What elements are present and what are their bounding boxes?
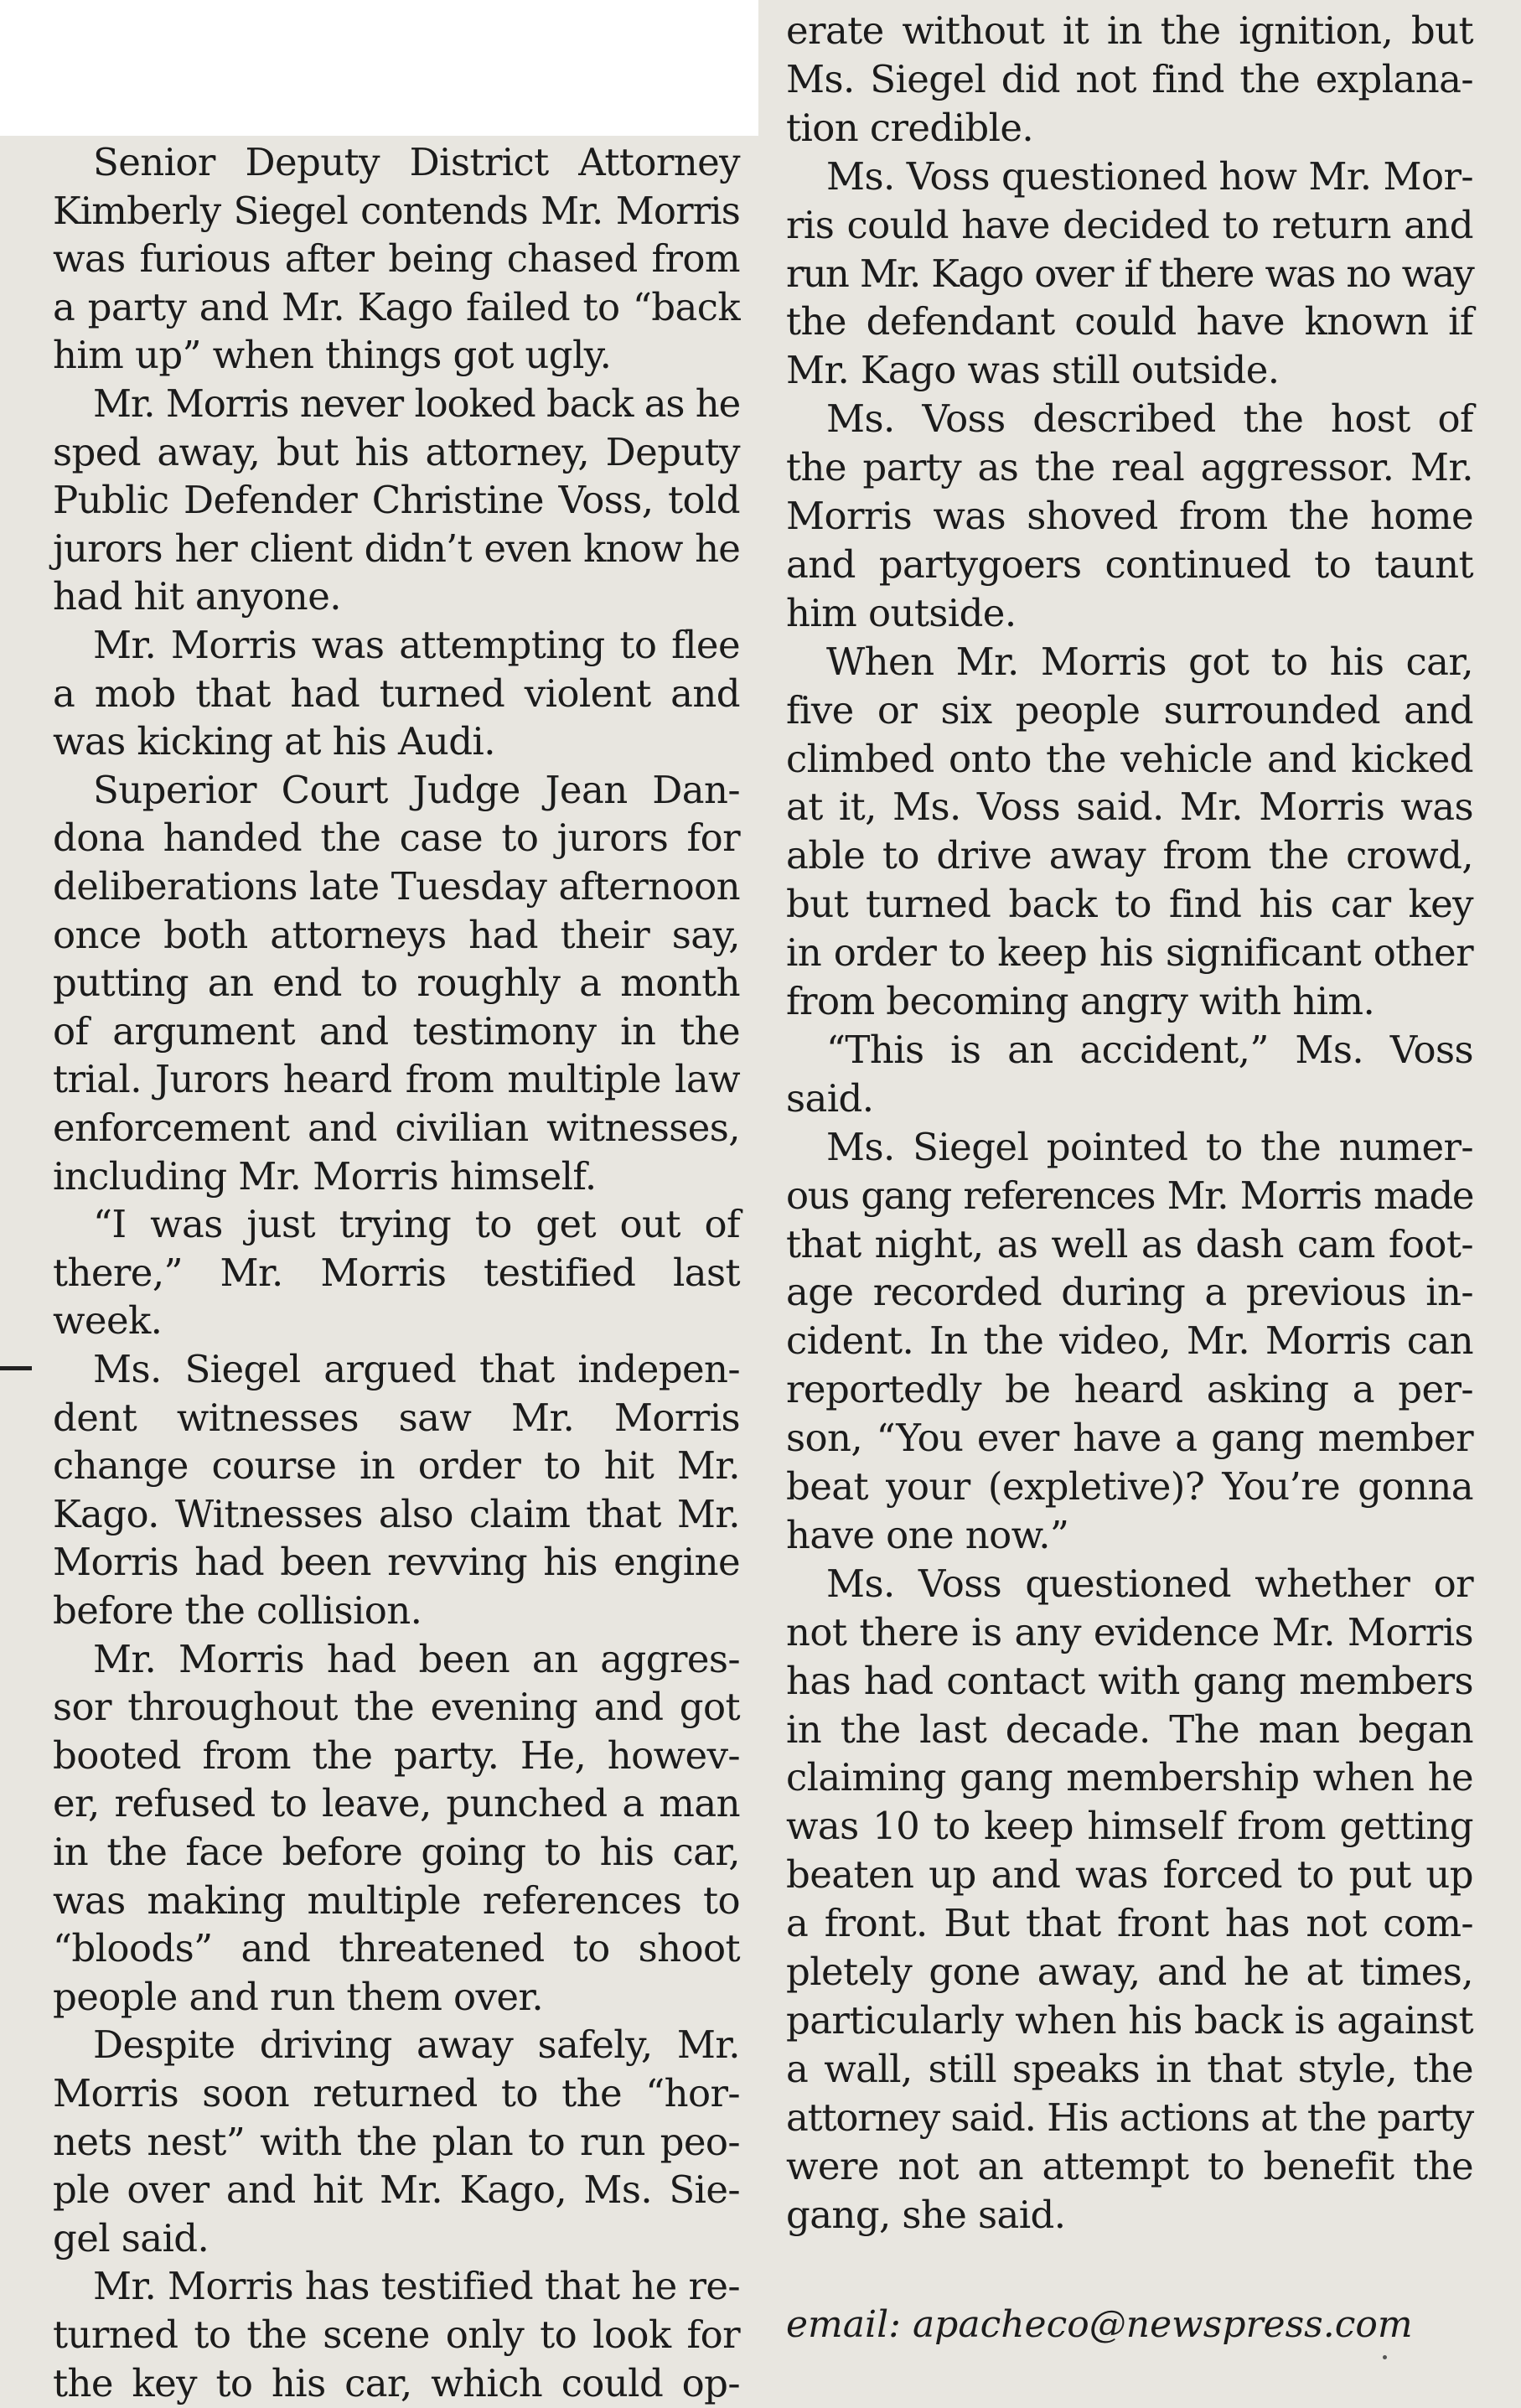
article-text-line: change course in order to hit Mr. bbox=[53, 1443, 740, 1489]
article-text-line: son, “You ever have a gang member bbox=[786, 1416, 1473, 1461]
article-text-line: before the collision. bbox=[53, 1588, 422, 1633]
article-text-line: was 10 to keep himself from getting bbox=[786, 1804, 1473, 1849]
article-text-line: Mr. Morris never looked back as he bbox=[93, 381, 740, 426]
article-text-line: was making multiple references to bbox=[53, 1877, 740, 1923]
article-text-line: beaten up and was forced to put up bbox=[786, 1852, 1473, 1898]
article-text-line: cident. In the video, Mr. Morris can bbox=[786, 1318, 1473, 1364]
article-text-line: tion credible. bbox=[786, 105, 1034, 150]
article-text-line: Ms. Voss questioned how Mr. Mor- bbox=[826, 153, 1473, 199]
article-text-line: When Mr. Morris got to his car, bbox=[826, 639, 1473, 684]
article-text-line: Mr. Morris had been an aggres- bbox=[93, 1636, 740, 1681]
article-text-line: five or six people surrounded and bbox=[786, 687, 1473, 733]
article-text-line: reportedly be heard asking a per- bbox=[786, 1367, 1473, 1412]
article-text-line: Despite driving away safely, Mr. bbox=[93, 2022, 740, 2068]
article-text-line: Senior Deputy District Attorney bbox=[93, 140, 740, 184]
article-text-line: Morris had been revving his engine bbox=[53, 1540, 740, 1585]
article-text-line: particularly when his back is against bbox=[786, 1997, 1473, 2043]
article-text-line: erate without it in the ignition, but bbox=[786, 8, 1473, 53]
article-text-line: Superior Court Judge Jean Dan- bbox=[93, 767, 740, 812]
article-text-line: a wall, still speaks in that style, the bbox=[786, 2046, 1473, 2091]
article-text-line: him outside. bbox=[786, 590, 1017, 635]
article-text-line: the party as the real aggressor. Mr. bbox=[786, 445, 1473, 490]
author-email-signoff: email: apacheco@newspress.com bbox=[786, 2303, 1413, 2346]
article-text-line: Ms. Siegel argued that indepen- bbox=[93, 1347, 740, 1391]
article-text-line: Kimberly Siegel contends Mr. Morris bbox=[53, 188, 740, 233]
article-text-line: the defendant could have known if bbox=[786, 299, 1473, 344]
article-text-line: putting an end to roughly a month bbox=[53, 961, 740, 1006]
article-text-line: in order to keep his significant other bbox=[786, 930, 1473, 976]
article-text-line: ris could have decided to return and bbox=[786, 202, 1473, 247]
article-text-line: Ms. Voss questioned whether or bbox=[826, 1561, 1473, 1606]
clipping-white-corner bbox=[0, 0, 758, 136]
margin-mark bbox=[0, 1366, 32, 1370]
article-text-line: dent witnesses saw Mr. Morris bbox=[53, 1395, 740, 1440]
article-text-line: ple over and hit Mr. Kago, Ms. Sie- bbox=[53, 2167, 740, 2213]
article-text-line: able to drive away from the crowd, bbox=[786, 833, 1473, 878]
article-text-line: a front. But that front has not com- bbox=[786, 1901, 1473, 1946]
article-text-line: ous gang references Mr. Morris made bbox=[786, 1173, 1473, 1218]
article-text-line: pletely gone away, and he at times, bbox=[786, 1950, 1473, 1994]
article-text-line: in the last decade. The man began bbox=[786, 1706, 1473, 1752]
article-text-line: there,” Mr. Morris testified last bbox=[53, 1250, 740, 1295]
article-text-line: was furious after being chased from bbox=[53, 236, 740, 282]
article-text-line: gel said. bbox=[53, 2215, 210, 2260]
article-text-line: Mr. Kago was still outside. bbox=[786, 348, 1280, 393]
article-text-line: Ms. Voss described the host of bbox=[826, 396, 1473, 442]
article-text-line: nets nest” with the plan to run peo- bbox=[53, 2119, 740, 2164]
article-text-line: and partygoers continued to taunt bbox=[786, 541, 1473, 587]
article-text-line: run Mr. Kago over if there was no way bbox=[786, 251, 1473, 296]
article-text-line: has had contact with gang members bbox=[786, 1658, 1473, 1703]
article-text-line: deliberations late Tuesday afternoon bbox=[53, 864, 740, 909]
article-text-line: from becoming angry with him. bbox=[786, 979, 1375, 1023]
article-text-line: “This is an accident,” Ms. Voss bbox=[826, 1027, 1473, 1072]
article-text-line: of argument and testimony in the bbox=[53, 1008, 740, 1054]
article-text-line: Public Defender Christine Voss, told bbox=[53, 478, 740, 523]
article-text-line: gang, she said. bbox=[786, 2192, 1066, 2237]
article-text-line: er, refused to leave, punched a man bbox=[53, 1781, 740, 1826]
article-text-line: Morris soon returned to the “hor- bbox=[53, 2071, 740, 2115]
article-text-line: Morris was shoved from the home bbox=[786, 494, 1473, 538]
article-text-line: sor throughout the evening and got bbox=[53, 1685, 740, 1730]
article-text-line: a mob that had turned violent and bbox=[53, 671, 740, 716]
article-text-line: people and run them over. bbox=[53, 1974, 544, 2019]
article-text-line: at it, Ms. Voss said. Mr. Morris was bbox=[786, 785, 1473, 830]
article-text-line: a party and Mr. Kago failed to “back bbox=[53, 284, 740, 329]
article-text-line: beat your (expletive)? You’re gonna bbox=[786, 1464, 1473, 1509]
article-text-line: jurors her client didn’t even know he bbox=[53, 526, 740, 571]
article-text-line: the key to his car, which could op- bbox=[53, 2360, 740, 2405]
article-text-line: including Mr. Morris himself. bbox=[53, 1153, 597, 1199]
article-text-line: Mr. Morris was attempting to flee bbox=[93, 623, 740, 667]
article-text-line: him up” when things got ugly. bbox=[53, 333, 612, 378]
article-text-line: but turned back to find his car key bbox=[786, 882, 1473, 927]
article-text-line: Ms. Siegel did not find the explana- bbox=[786, 56, 1473, 101]
article-text-line: age recorded during a previous in- bbox=[786, 1270, 1473, 1315]
article-text-line: claiming gang membership when he bbox=[786, 1755, 1473, 1800]
article-text-line: were not an attempt to benefit the bbox=[786, 2143, 1473, 2188]
article-text-line: not there is any evidence Mr. Morris bbox=[786, 1609, 1473, 1655]
article-text-line: have one now.” bbox=[786, 1512, 1069, 1557]
article-text-line: climbed onto the vehicle and kicked bbox=[786, 736, 1473, 781]
article-text-line: said. bbox=[786, 1075, 874, 1121]
article-text-line: week. bbox=[53, 1298, 163, 1344]
article-text-line: in the face before going to his car, bbox=[53, 1830, 740, 1874]
article-text-line: that night, as well as dash cam foot- bbox=[786, 1221, 1473, 1266]
article-text-line: Kago. Witnesses also claim that Mr. bbox=[53, 1491, 740, 1536]
article-text-line: “I was just trying to get out of bbox=[93, 1202, 740, 1247]
article-text-line: sped away, but his attorney, Deputy bbox=[53, 429, 740, 474]
article-text-line: once both attorneys had their say, bbox=[53, 912, 740, 957]
article-text-line: Mr. Morris has testified that he re- bbox=[93, 2264, 740, 2309]
print-speck bbox=[1383, 2355, 1387, 2359]
article-text-line: “bloods” and threatened to shoot bbox=[53, 1926, 740, 1971]
article-text-line: Ms. Siegel pointed to the numer- bbox=[826, 1124, 1473, 1169]
article-text-line: turned to the scene only to look for bbox=[53, 2312, 740, 2357]
article-text-line: dona handed the case to jurors for bbox=[53, 816, 740, 861]
article-text-line: booted from the party. He, howev- bbox=[53, 1732, 740, 1778]
article-text-line: trial. Jurors heard from multiple law bbox=[53, 1057, 740, 1102]
article-text-line: attorney said. His actions at the party bbox=[786, 2095, 1473, 2140]
article-text-line: had hit anyone. bbox=[53, 574, 341, 619]
article-text-line: enforcement and civilian witnesses, bbox=[53, 1106, 740, 1150]
article-text-line: was kicking at his Audi. bbox=[53, 719, 495, 764]
